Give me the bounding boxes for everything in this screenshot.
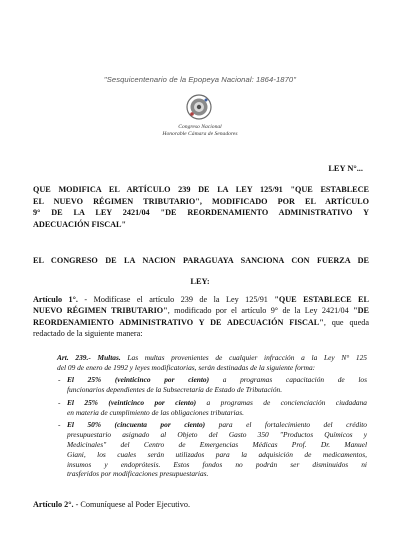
law-title-line: 9° DE LA LEY 2421/04 "DE REORDENAMIENTO ADMINISTRATIVO Y bbox=[33, 208, 369, 218]
bullet-dash: - bbox=[58, 419, 61, 429]
article-1 bbox=[33, 294, 369, 340]
article-239-quote bbox=[57, 353, 367, 479]
list-item: - El 50% (cincuenta por ciento) para el fortalecimiento del crédito presupuestario asignado al Objeto del Gasto 350 "Productos Químicos y Medicinales" del Centro de Emergencias Médicas Prof. Dr. Manuel Giani, los cuales serán utilizados para la adquisición de medicamentos, insumos y endoprótesis. Estos fondos no podrán ser disminuidos ni trasferidos por modificaciones presupuestarias. bbox=[58, 419, 368, 479]
institution-line-1: Congreso Nacional bbox=[178, 124, 222, 130]
law-title-line: QUE MODIFICA EL ARTÍCULO 239 DE LA LEY 125/91 "QUE ESTABLECE bbox=[33, 185, 369, 194]
enacting-clause: EL CONGRESO DE LA NACION PARAGUAYA SANCIONA CON FUERZA DE bbox=[33, 256, 369, 265]
institution-name bbox=[0, 124, 400, 138]
list-item: - El 25% (veinticinco por ciento) a programas capacitación de los funcionarios dependientes de la Subsecretaría de Estado de Tributación. bbox=[58, 375, 367, 395]
bullet-dash: - bbox=[58, 375, 61, 385]
article-1-line: NUEVO RÉGIMEN TRIBUTARIO", modificado por el artículo 9° de la Ley 2421/04 "DE bbox=[33, 306, 370, 316]
ley-heading: LEY: bbox=[190, 277, 210, 286]
article-2: Artículo 2°. - Comuníquese al Poder Ejecutivo. bbox=[33, 500, 190, 509]
national-seal-icon bbox=[186, 94, 212, 120]
law-title bbox=[33, 184, 369, 230]
law-number: LEY N°... bbox=[328, 164, 363, 173]
article-239-intro: del 09 de enero de 1992 y leyes modificatorias, serán destinadas de la siguiente forma: bbox=[57, 362, 316, 372]
percentage-50-emergencias: El 50% (cincuenta por ciento) bbox=[67, 419, 206, 429]
commemorative-motto: "Sesquicentenario de la Epopeya Nacional: 1864-1870" bbox=[103, 75, 297, 84]
institution-line-2: Honorable Cámara de Senadores bbox=[162, 131, 238, 138]
article-1-line: redactado de la siguiente manera: bbox=[33, 329, 143, 339]
percentage-25-concienciacion: El 25% (veinticinco por ciento) bbox=[67, 397, 197, 407]
list-item: - El 25% (veinticinco por ciento) a programas de concienciación ciudadana en materia de cumplimiento de las obligaciones tributarias. bbox=[58, 397, 367, 417]
article-1-line: REORDENAMIENTO ADMINISTRATIVO Y DE ADECUACIÓN FISCAL", que queda bbox=[33, 317, 369, 327]
percentage-25-capacitacion: El 25% (veinticinco por ciento) bbox=[67, 375, 210, 385]
article-2-label: Artículo 2°. bbox=[33, 500, 74, 509]
law-title-line: ADECUACIÓN FISCAL" bbox=[33, 219, 127, 229]
bullet-dash: - bbox=[58, 397, 61, 407]
article-239-label: Art. 239.- Multas. bbox=[57, 353, 121, 362]
article-1-label: Artículo 1°. bbox=[33, 295, 78, 304]
law-title-line: EL NUEVO RÉGIMEN TRIBUTARIO", MODIFICADO POR EL ARTÍCULO bbox=[33, 196, 369, 206]
article-1-line: Artículo 1°. - Modifícase el artículo 239 de la Ley 125/91 "QUE ESTABLECE EL bbox=[33, 295, 369, 304]
article-239-intro: Art. 239.- Multas. Las multas provenientes de cualquier infracción a la Ley N° 125 bbox=[57, 353, 367, 362]
